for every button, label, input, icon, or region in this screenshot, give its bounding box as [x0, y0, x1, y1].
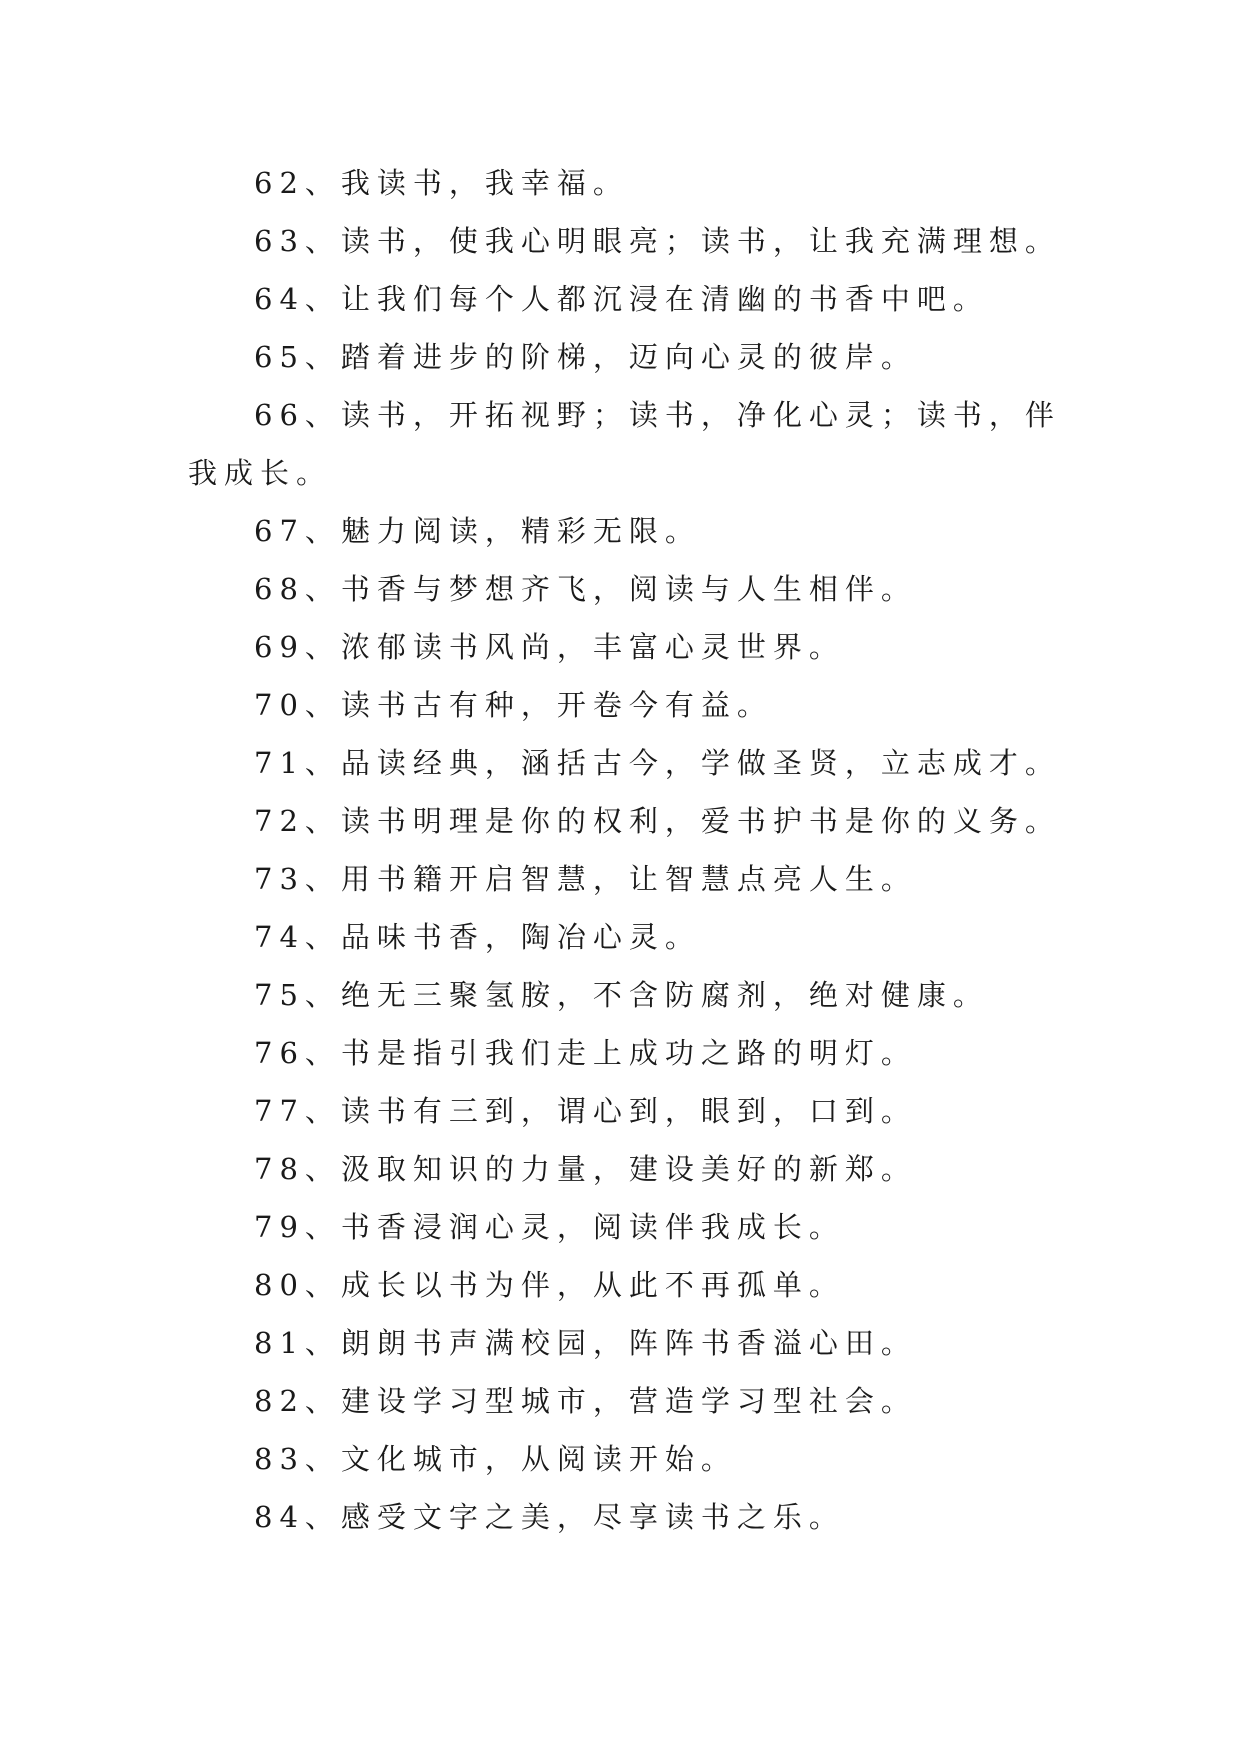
slogan-item-70: 70、读书古有种，开卷今有益。: [254, 688, 773, 722]
slogan-item-73: 73、用书籍开启智慧，让智慧点亮人生。: [254, 862, 917, 896]
slogan-item-80: 80、成长以书为伴，从此不再孤单。: [254, 1268, 845, 1302]
slogan-item-64: 64、让我们每个人都沉浸在清幽的书香中吧。: [254, 282, 989, 316]
slogan-item-69: 69、浓郁读书风尚，丰富心灵世界。: [254, 630, 845, 664]
slogan-item-82: 82、建设学习型城市，营造学习型社会。: [254, 1384, 917, 1418]
slogan-item-83: 83、文化城市，从阅读开始。: [254, 1442, 737, 1476]
slogan-item-63: 63、读书，使我心明眼亮；读书，让我充满理想。: [254, 224, 1061, 258]
slogan-item-72: 72、读书明理是你的权利，爱书护书是你的义务。: [254, 804, 1061, 838]
slogan-item-77: 77、读书有三到，谓心到，眼到，口到。: [254, 1094, 917, 1128]
slogan-item-78: 78、汲取知识的力量，建设美好的新郑。: [254, 1152, 917, 1186]
slogan-item-68: 68、书香与梦想齐飞，阅读与人生相伴。: [254, 572, 917, 606]
slogan-item-79: 79、书香浸润心灵，阅读伴我成长。: [254, 1210, 845, 1244]
slogan-item-75: 75、绝无三聚氢胺，不含防腐剂，绝对健康。: [254, 978, 989, 1012]
slogan-item-62: 62、我读书，我幸福。: [254, 166, 629, 200]
slogan-item-76: 76、书是指引我们走上成功之路的明灯。: [254, 1036, 917, 1070]
slogan-item-67: 67、魅力阅读，精彩无限。: [254, 514, 701, 548]
slogan-item-65: 65、踏着进步的阶梯，迈向心灵的彼岸。: [254, 340, 917, 374]
slogan-item-66: 66、读书，开拓视野；读书，净化心灵；读书，伴我成长。: [188, 398, 1061, 490]
slogan-item-74: 74、品味书香，陶冶心灵。: [254, 920, 701, 954]
slogan-item-84: 84、感受文字之美，尽享读书之乐。: [254, 1500, 845, 1534]
slogan-item-81: 81、朗朗书声满校园，阵阵书香溢心田。: [254, 1326, 917, 1360]
slogan-list: [188, 154, 1068, 1546]
slogan-item-71: 71、品读经典，涵括古今，学做圣贤，立志成才。: [254, 746, 1061, 780]
